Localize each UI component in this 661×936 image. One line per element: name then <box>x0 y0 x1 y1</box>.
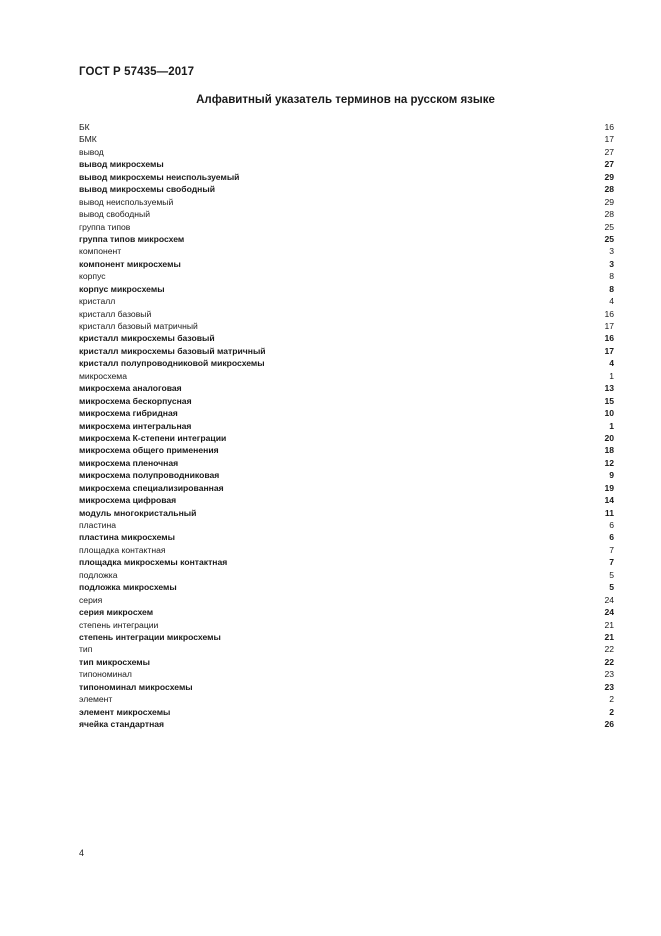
index-entry <box>79 345 614 357</box>
index-page-ref: 7 <box>609 544 614 555</box>
index-entry <box>79 183 614 195</box>
index-entry <box>79 158 614 170</box>
index-term: кристалл базовый матричный <box>79 321 198 331</box>
page-number: 4 <box>79 848 85 858</box>
index-page-ref: 14 <box>604 495 614 506</box>
index-term: микросхема К-степени интеграции <box>79 432 227 443</box>
index-term: модуль многокристальный <box>79 507 197 518</box>
index-page-ref: 3 <box>609 246 614 257</box>
index-page-ref: 27 <box>604 146 614 157</box>
term-index-list <box>79 121 614 730</box>
index-page-ref: 10 <box>604 408 614 419</box>
index-page-ref: 17 <box>604 321 614 331</box>
index-page-ref: 16 <box>604 308 614 319</box>
index-term: подложка <box>79 569 118 580</box>
index-page-ref: 15 <box>604 395 614 406</box>
index-page-ref: 28 <box>604 184 614 195</box>
index-term: вывод микросхемы неиспользуемый <box>79 171 240 182</box>
index-term: компонент микросхемы <box>79 258 181 269</box>
index-term: кристалл микросхемы базовый матричный <box>79 345 266 356</box>
index-entry <box>79 494 614 506</box>
index-entry <box>79 208 614 220</box>
index-page-ref: 19 <box>604 482 614 493</box>
index-term: микросхема гибридная <box>79 408 178 419</box>
index-entry <box>79 457 614 469</box>
index-page-ref: 16 <box>604 122 614 132</box>
index-term: пластина <box>79 520 117 530</box>
index-page-ref: 2 <box>609 706 614 717</box>
index-entry <box>79 245 614 257</box>
index-page-ref: 23 <box>604 681 614 692</box>
index-page-ref: 1 <box>609 370 614 381</box>
index-term: кристалл полупроводниковой микросхемы <box>79 358 265 369</box>
index-term: микросхема специализированная <box>79 482 224 493</box>
index-term: БМК <box>79 134 97 145</box>
index-entry <box>79 507 614 519</box>
index-page-ref: 4 <box>609 296 614 307</box>
index-entry <box>79 283 614 295</box>
index-term: микросхема <box>79 370 127 381</box>
index-entry <box>79 718 614 730</box>
index-page-ref: 5 <box>609 569 614 580</box>
index-term: элемент <box>79 694 113 705</box>
index-term: кристалл микросхемы базовый <box>79 333 215 344</box>
index-entry <box>79 196 614 208</box>
index-page-ref: 29 <box>604 196 614 207</box>
index-page-ref: 6 <box>609 520 614 530</box>
index-term: вывод свободный <box>79 209 150 220</box>
index-term: ячейка стандартная <box>79 719 165 729</box>
index-entry <box>79 544 614 556</box>
index-page-ref: 25 <box>604 221 614 232</box>
index-page-ref: 2 <box>609 694 614 705</box>
index-page-ref: 12 <box>604 457 614 468</box>
index-page-ref: 27 <box>604 159 614 170</box>
index-page-ref: 4 <box>609 358 614 369</box>
index-term: микросхема цифровая <box>79 495 177 506</box>
index-entry <box>79 631 614 643</box>
index-page-ref: 13 <box>604 383 614 394</box>
index-term: подложка микросхемы <box>79 582 177 593</box>
index-page-ref: 29 <box>604 171 614 182</box>
index-term: пластина микросхемы <box>79 532 175 543</box>
index-title: Алфавитный указатель терминов на русском языке <box>196 94 495 106</box>
index-page-ref: 28 <box>604 209 614 220</box>
index-page-ref: 6 <box>609 532 614 543</box>
index-entry <box>79 146 614 158</box>
index-page-ref: 1 <box>609 420 614 431</box>
index-entry <box>79 221 614 233</box>
index-term: вывод микросхемы <box>79 159 164 170</box>
index-page-ref: 24 <box>604 594 614 605</box>
index-entry <box>79 233 614 245</box>
index-page-ref: 16 <box>604 333 614 344</box>
index-term: группа типов <box>79 221 131 232</box>
index-term: типономинал микросхемы <box>79 681 193 692</box>
index-entry <box>79 171 614 183</box>
index-term: кристалл <box>79 296 116 307</box>
index-entry <box>79 581 614 593</box>
index-term: микросхема бескорпусная <box>79 395 192 406</box>
index-term: площадка контактная <box>79 544 166 555</box>
index-entry <box>79 619 614 631</box>
index-entry <box>79 469 614 481</box>
index-term: серия микросхем <box>79 607 154 618</box>
index-page-ref: 7 <box>609 557 614 568</box>
index-page-ref: 21 <box>604 619 614 630</box>
index-page-ref: 24 <box>604 607 614 618</box>
index-term: тип микросхемы <box>79 656 150 667</box>
index-page-ref: 8 <box>609 283 614 294</box>
index-page-ref: 23 <box>604 669 614 680</box>
index-term: степень интеграции микросхемы <box>79 631 221 642</box>
index-page-ref: 8 <box>609 271 614 282</box>
index-entry <box>79 370 614 382</box>
index-entry <box>79 531 614 543</box>
index-entry <box>79 643 614 655</box>
index-page-ref: 26 <box>604 719 614 729</box>
index-page-ref: 20 <box>604 432 614 443</box>
index-term: вывод неиспользуемый <box>79 196 174 207</box>
index-entry <box>79 656 614 668</box>
index-term: вывод микросхемы свободный <box>79 184 215 195</box>
index-entry <box>79 133 614 145</box>
index-term: элемент микросхемы <box>79 706 171 717</box>
index-entry <box>79 432 614 444</box>
index-term: микросхема полупроводниковая <box>79 470 220 481</box>
index-page-ref: 25 <box>604 233 614 244</box>
index-term: микросхема аналоговая <box>79 383 182 394</box>
index-term: корпус микросхемы <box>79 283 165 294</box>
index-entry <box>79 407 614 419</box>
index-page-ref: 11 <box>604 507 614 518</box>
document-header: ГОСТ Р 57435—2017 <box>79 66 195 78</box>
index-term: микросхема пленочная <box>79 457 179 468</box>
index-term: группа типов микросхем <box>79 233 185 244</box>
index-entry <box>79 519 614 531</box>
index-page-ref: 22 <box>604 644 614 655</box>
index-page-ref: 21 <box>604 631 614 642</box>
index-page-ref: 9 <box>609 470 614 481</box>
index-term: микросхема общего применения <box>79 445 219 456</box>
index-entry <box>79 308 614 320</box>
index-entry <box>79 332 614 344</box>
index-entry <box>79 382 614 394</box>
index-term: микросхема интегральная <box>79 420 192 431</box>
index-term: типономинал <box>79 669 132 680</box>
index-page-ref: 5 <box>609 582 614 593</box>
index-entry <box>79 606 614 618</box>
index-entry <box>79 569 614 581</box>
index-term: площадка микросхемы контактная <box>79 557 228 568</box>
index-page-ref: 3 <box>609 258 614 269</box>
index-term: тип <box>79 644 93 655</box>
index-term: кристалл базовый <box>79 308 152 319</box>
index-entry <box>79 706 614 718</box>
index-entry <box>79 420 614 432</box>
index-entry <box>79 270 614 282</box>
index-entry <box>79 556 614 568</box>
index-page-ref: 18 <box>604 445 614 456</box>
index-term: корпус <box>79 271 106 282</box>
index-page-ref: 17 <box>604 134 614 145</box>
index-entry <box>79 681 614 693</box>
index-entry <box>79 395 614 407</box>
index-entry <box>79 444 614 456</box>
index-entry <box>79 668 614 680</box>
index-entry <box>79 482 614 494</box>
index-entry <box>79 357 614 369</box>
index-term: степень интеграции <box>79 619 159 630</box>
index-term: компонент <box>79 246 122 257</box>
index-term: вывод <box>79 146 104 157</box>
index-entry <box>79 594 614 606</box>
index-term: серия <box>79 594 103 605</box>
index-page-ref: 22 <box>604 656 614 667</box>
index-term: БК <box>79 122 90 132</box>
index-entry <box>79 121 614 133</box>
index-entry <box>79 258 614 270</box>
index-page-ref: 17 <box>604 345 614 356</box>
index-entry <box>79 693 614 705</box>
index-entry <box>79 295 614 307</box>
index-entry <box>79 320 614 332</box>
